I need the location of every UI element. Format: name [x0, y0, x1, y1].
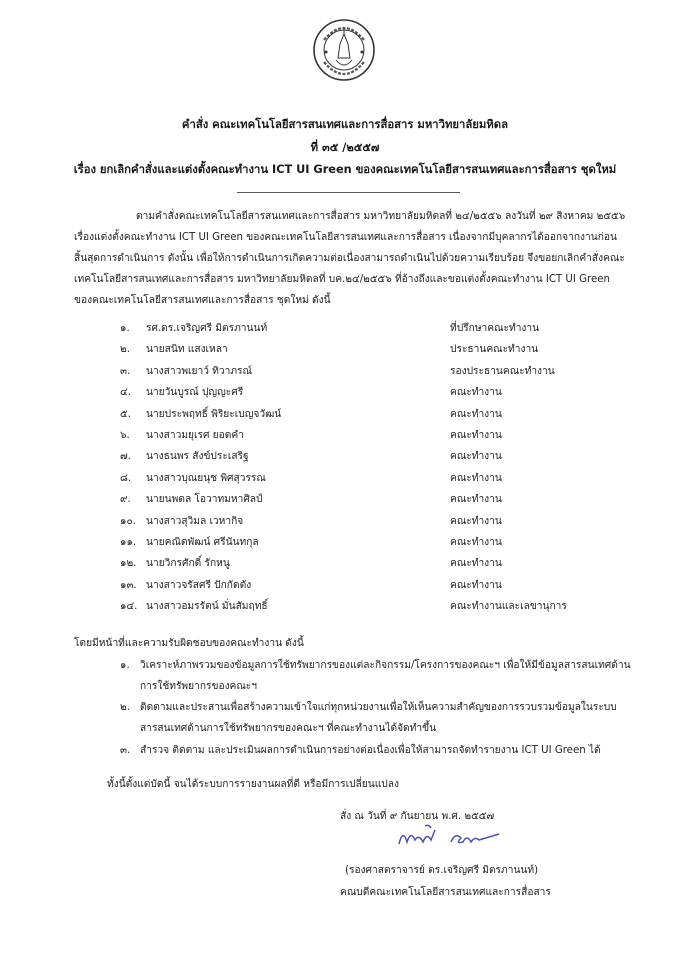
closing-statement: ทั้งนี้ตั้งแต่บัดนี้ จนได้ระบบการรายงานผลที่ดี หรือมีการเปลี่ยนแปลง — [107, 779, 399, 790]
body-line: ของคณะเทคโนโลยีสารสนเทศและการสื่อสาร ชุดใหม่ ดังนี้ — [74, 295, 331, 306]
body-line: สิ้นสุดการดำเนินการ ดังนั้น เพื่อให้การดำเนินการเกิดความต่อเนื่องสามารถดำเนินไปด้วยความเรียบร้อย จึงขอยกเลิกคำสั่งคณะ — [74, 253, 625, 264]
member-number: ๑. — [120, 323, 130, 334]
duty-text: วิเคราะห์ภาพรวมของข้อมูลการใช้ทรัพยากรของแต่ละกิจกรรม/โครงการของคณะฯ เพื่อให้มีข้อมูลสารสนเทศด้าน — [140, 660, 631, 671]
order-date: สั่ง ณ วันที่ ๙ กันยายน พ.ศ. ๒๕๕๗ — [340, 811, 495, 822]
member-role: ที่ปรึกษาคณะทำงาน — [450, 323, 540, 334]
body-line: เทคโนโลยีสารสนเทศและการสื่อสาร มหาวิทยาลัยมหิดลที่ บค.๒๔/๒๕๕๖ ที่อ้างถึงและขอแต่งตั้งคณะทำงาน ICT UI Green — [74, 274, 610, 285]
member-role: รองประธานคณะทำงาน — [450, 365, 555, 377]
member-name: นางสาวอมรรัตน์ มั่นสัมฤทธิ์ — [146, 601, 268, 613]
member-name: นางสาวจรัสศรี ปักกัดตัง — [146, 579, 252, 591]
member-number: ๑๒. — [120, 558, 137, 570]
divider-line — [237, 192, 460, 193]
member-number: ๓. — [120, 365, 131, 377]
member-number: ๔. — [120, 387, 131, 399]
member-role: คณะทำงาน — [450, 472, 502, 484]
member-role: คณะทำงาน — [450, 558, 502, 570]
duty-text: สำรวจ ติดตาม และประเมินผลการดำเนินการอย่างต่อเนื่องเพื่อให้สามารถจัดทำรายงาน ICT UI Green ได้ — [140, 745, 601, 756]
member-name: รศ.ดร.เจริญศรี มิตรภานนท์ — [146, 323, 268, 334]
signatory-name: (รองศาสตราจารย์ ดร.เจริญศรี มิตรภานนท์) — [345, 865, 539, 876]
member-role: คณะทำงาน — [450, 430, 502, 441]
signatory-position: คณบดีคณะเทคโนโลยีสารสนเทศและการสื่อสาร — [340, 887, 551, 898]
member-name: นางสาวบุณยนุช พิศสุวรรณ — [146, 472, 266, 484]
member-number: ๕. — [120, 408, 131, 420]
member-number: ๖. — [120, 430, 130, 441]
member-number: ๒. — [120, 344, 130, 356]
member-name: นายประพฤทธิ์ พิริยะเบญจวัฒน์ — [146, 408, 282, 420]
member-name: นางธนพร สังข์ประเสริฐ — [146, 451, 249, 463]
member-name: นายนพดล โอวาทมหาศิลป์ — [146, 494, 263, 506]
duty-number: ๒. — [120, 702, 130, 713]
member-role: คณะทำงานและเลขานุการ — [450, 601, 567, 613]
member-name: นายคณิตพัฒน์ ศรีนันทกุล — [146, 537, 259, 548]
duty-text: สารสนเทศด้านการใช้ทรัพยากรของคณะฯ ที่คณะทำงานได้จัดทำขึ้น — [140, 723, 437, 734]
duty-text: การใช้ทรัพยากรของคณะฯ — [140, 681, 257, 692]
member-name: นายวันบูรณ์ ปุญญะศรี — [146, 387, 244, 399]
member-number: ๑๐. — [120, 515, 136, 527]
member-number: ๑๓. — [120, 579, 137, 591]
member-number: ๑๔. — [120, 601, 138, 613]
member-role: คณะทำงาน — [450, 408, 502, 420]
duty-text: ติดตามและประสานเพื่อสร้างความเข้าใจแก่ทุกหน่วยงานเพื่อให้เห็นความสำคัญของการรวบรวมข้อมูลในระบบ — [140, 702, 617, 713]
member-role: ประธานคณะทำงาน — [450, 344, 539, 356]
member-role: คณะทำงาน — [450, 387, 502, 399]
duty-number: ๓. — [120, 745, 131, 756]
order-title: คำสั่ง คณะเทคโนโลยีสารสนเทศและการสื่อสาร มหาวิทยาลัยมหิดล — [181, 118, 509, 131]
duties-intro: โดยมีหน้าที่และความรับผิดชอบของคณะทำงาน ดังนี้ — [74, 638, 304, 649]
member-number: ๘. — [120, 472, 132, 484]
order-subject: เรื่อง ยกเลิกคำสั่งและแต่งตั้งคณะทำงาน ICT UI Green ของคณะเทคโนโลยีสารสนเทศและการสื่อสาร ชุดใหม่ — [73, 163, 617, 176]
body-line: เรื่องแต่งตั้งคณะทำงาน ICT UI Green ของคณะเทคโนโลยีสารสนเทศและการสื่อสาร เนื่องจากมีบุคลากรได้ออกจากงานก่อน — [74, 232, 617, 243]
member-role: คณะทำงาน — [450, 515, 502, 527]
member-number: ๙. — [120, 494, 131, 506]
duty-number: ๑. — [120, 660, 130, 671]
handwritten-signature — [395, 820, 505, 854]
member-role: คณะทำงาน — [450, 451, 502, 463]
member-role: คณะทำงาน — [450, 537, 502, 548]
body-line: ตามคำสั่งคณะเทคโนโลยีสารสนเทศและการสื่อสาร มหาวิทยาลัยมหิดลที่ ๒๔/๒๕๕๖ ลงวันที่ ๒๙ สิงหาคม ๒๕๕๖ — [136, 211, 626, 222]
member-name: นางสาวพเยาว์ ทิวาภรณ์ — [146, 365, 252, 377]
member-name: นางสาวมยุเรศ ยอดคำ — [146, 430, 244, 441]
member-name: นางสาวสุวิมล เวหากิจ — [146, 515, 244, 527]
order-number: ที่ ๓๕ /๒๕๕๗ — [310, 141, 380, 154]
member-number: ๗. — [120, 451, 131, 463]
university-seal-logo — [312, 14, 376, 86]
member-name: นายวิกรศักดิ์ รักหนู — [146, 558, 230, 570]
member-name: นายสนิท แสงเหลา — [146, 344, 228, 356]
member-role: คณะทำงาน — [450, 494, 502, 506]
member-number: ๑๑. — [120, 537, 137, 548]
member-role: คณะทำงาน — [450, 579, 502, 591]
